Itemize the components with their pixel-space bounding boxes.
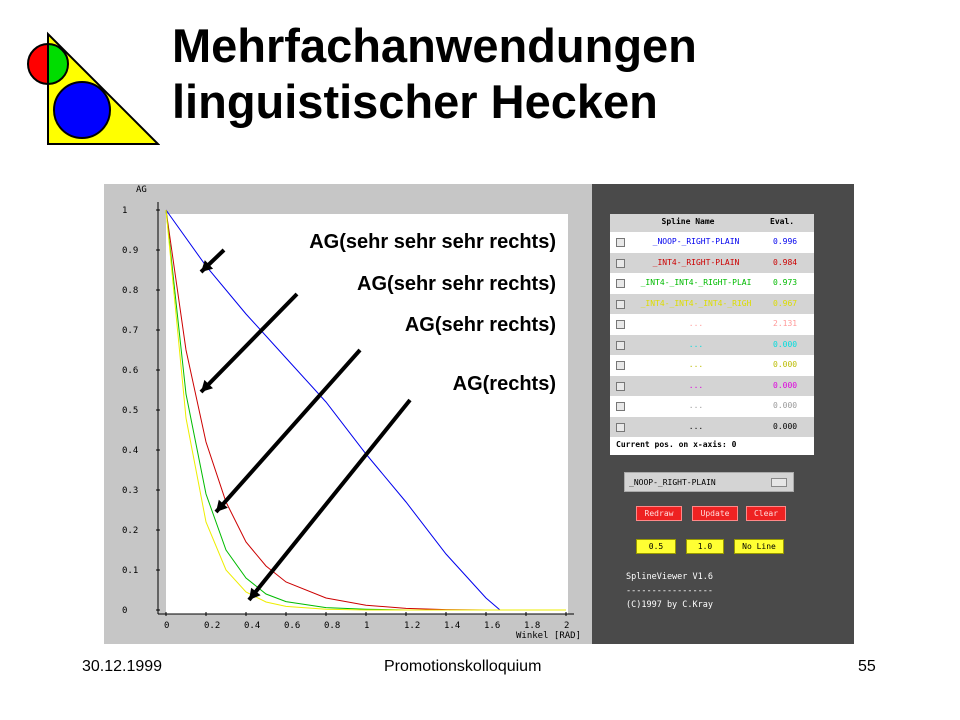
spline-visibility-checkbox[interactable] — [616, 402, 625, 411]
spline-row[interactable] — [610, 355, 814, 376]
spline-row[interactable] — [610, 314, 814, 335]
x-tick-label: 0 — [164, 621, 170, 631]
current-position-label: Current pos. on x-axis: 0 — [616, 440, 737, 449]
y-tick-label: 0.7 — [122, 326, 139, 336]
header-spline-name: Spline Name — [661, 217, 715, 226]
spline-name: ... — [626, 337, 766, 353]
x-tick-label: 1.8 — [524, 621, 541, 631]
spline-visibility-checkbox[interactable] — [616, 382, 625, 391]
spline-select-dropdown[interactable] — [624, 472, 794, 492]
y-axis-label: AG — [136, 185, 147, 195]
y-tick-label: 0.2 — [122, 526, 139, 536]
spline-row[interactable] — [610, 253, 814, 274]
title-line-2: linguistischer Hecken — [172, 75, 658, 128]
about-line-3: (C)1997 by C.Kray — [626, 600, 713, 610]
spline-name: _INT4-_INT4-_INT4-_RIGH — [626, 296, 766, 312]
spline-eval-value: 0.984 — [770, 255, 810, 271]
annotation-label: AG(sehr rechts) — [404, 314, 556, 336]
y-tick-label: 0 — [122, 606, 128, 616]
x-tick-label: 0.6 — [284, 621, 301, 631]
x-tick-label: 0.8 — [324, 621, 341, 631]
y-tick-label: 0.3 — [122, 486, 139, 496]
spline-name: _INT4-_INT4-_RIGHT-PLAI — [626, 275, 766, 291]
spline-row[interactable] — [610, 396, 814, 417]
y-tick-label: 0.9 — [122, 246, 139, 256]
spline-table-header — [610, 214, 814, 232]
spline-visibility-checkbox[interactable] — [616, 300, 625, 309]
about-line-1: SplineViewer V1.6 — [626, 572, 713, 582]
x-tick-label: 0.4 — [244, 621, 261, 631]
spline-row[interactable] — [610, 376, 814, 397]
spline-name: ... — [626, 378, 766, 394]
title-line-1: Mehrfachanwendungen — [172, 19, 697, 72]
spline-viewer-panel — [592, 184, 854, 644]
spline-plot — [104, 184, 592, 644]
clear-button[interactable]: Clear — [746, 506, 786, 521]
x-tick-label: 1 — [364, 621, 370, 631]
y-tick-label: 1 — [122, 206, 128, 216]
spline-row[interactable] — [610, 294, 814, 315]
footer-date: 30.12.1999 — [82, 658, 163, 675]
spline-visibility-checkbox[interactable] — [616, 320, 625, 329]
about-text — [626, 570, 713, 612]
y-tick-label: 0.5 — [122, 406, 139, 416]
spline-visibility-checkbox[interactable] — [616, 259, 625, 268]
spline-eval-value: 0.996 — [770, 234, 810, 250]
spline-table — [610, 214, 814, 455]
annotation-label: AG(sehr sehr rechts) — [357, 273, 556, 295]
about-line-2: ----------------- — [626, 586, 713, 596]
option-1-0-button[interactable]: 1.0 — [686, 539, 724, 554]
spline-eval-value: 0.000 — [770, 398, 810, 414]
spline-visibility-checkbox[interactable] — [616, 341, 625, 350]
spline-row[interactable] — [610, 273, 814, 294]
update-button[interactable]: Update — [692, 506, 738, 521]
spline-name: ... — [626, 357, 766, 373]
logo-shapes — [20, 28, 160, 148]
option-0-5-button[interactable]: 0.5 — [636, 539, 676, 554]
spline-eval-value: 2.131 — [770, 316, 810, 332]
spline-row[interactable] — [610, 417, 814, 438]
y-tick-label: 0.6 — [122, 366, 139, 376]
spline-name: ... — [626, 398, 766, 414]
dropdown-selected-value: _NOOP-_RIGHT-PLAIN — [629, 478, 716, 487]
y-tick-label: 0.1 — [122, 566, 139, 576]
spline-visibility-checkbox[interactable] — [616, 279, 625, 288]
x-tick-label: 1.6 — [484, 621, 501, 631]
dropdown-toggle-icon[interactable] — [771, 478, 787, 487]
spline-eval-value: 0.000 — [770, 337, 810, 353]
spline-row[interactable] — [610, 335, 814, 356]
x-tick-label: 1.4 — [444, 621, 461, 631]
slide-title — [172, 18, 697, 130]
spline-visibility-checkbox[interactable] — [616, 238, 625, 247]
x-axis-label: Winkel [RAD] — [516, 631, 582, 641]
plot-panel — [104, 184, 592, 644]
x-tick-label: 2 — [564, 621, 570, 631]
spline-name: ... — [626, 419, 766, 435]
spline-name: _INT4-_RIGHT-PLAIN — [626, 255, 766, 271]
spline-eval-value: 0.000 — [770, 419, 810, 435]
spline-eval-value: 0.973 — [770, 275, 810, 291]
spline-eval-value: 0.000 — [770, 357, 810, 373]
x-tick-label: 1.2 — [404, 621, 421, 631]
redraw-button[interactable]: Redraw — [636, 506, 682, 521]
spline-eval-value: 0.000 — [770, 378, 810, 394]
spline-name: ... — [626, 316, 766, 332]
annotation-label: AG(sehr sehr sehr rechts) — [309, 231, 556, 253]
spline-name: _NOOP-_RIGHT-PLAIN — [626, 234, 766, 250]
spline-visibility-checkbox[interactable] — [616, 423, 625, 432]
y-tick-label: 0.4 — [122, 446, 139, 456]
spline-visibility-checkbox[interactable] — [616, 361, 625, 370]
y-tick-label: 0.8 — [122, 286, 139, 296]
header-eval: Eval. — [770, 217, 795, 226]
spline-row[interactable] — [610, 232, 814, 253]
no-line-button[interactable]: No Line — [734, 539, 784, 554]
footer-page-number: 55 — [858, 658, 876, 675]
footer-title: Promotionskolloquium — [384, 658, 542, 675]
annotation-label: AG(rechts) — [452, 373, 556, 395]
x-tick-label: 0.2 — [204, 621, 221, 631]
spline-eval-value: 0.967 — [770, 296, 810, 312]
current-position-line — [610, 437, 814, 455]
